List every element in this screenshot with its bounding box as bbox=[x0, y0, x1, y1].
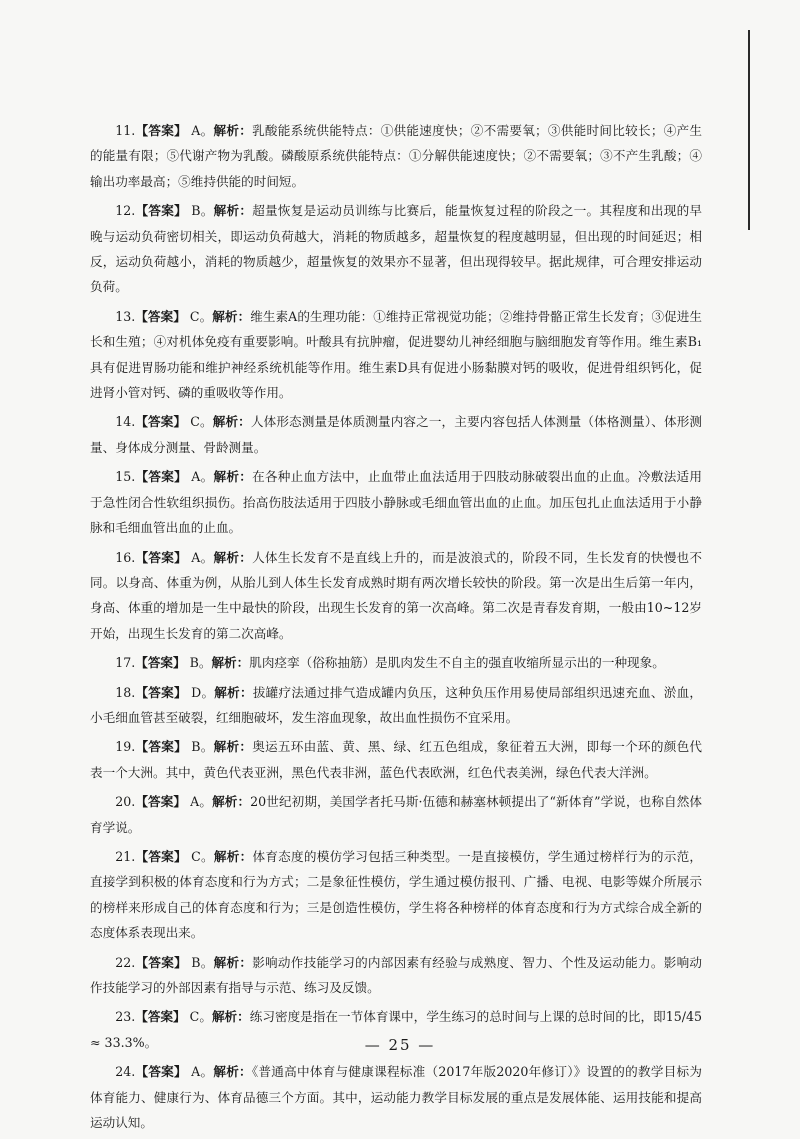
answer-item bbox=[90, 844, 702, 946]
item-number: 20. bbox=[115, 794, 136, 810]
answer-item bbox=[90, 650, 702, 675]
analysis-text: 人体生长发育不是直线上升的，而是波浪式的，阶段不同，生长发育的快慢也不同。以身高、体重为例，从胎儿到人体生长发育成熟时期有两次增长较快的阶段。第一次是出生后第一年内，身高、体重的增加是一生中最快的阶段，出现生长发育的第一次高峰。第二次是青春发育期，一般由10~12岁开始，出现生长发育的第二次高峰。 bbox=[90, 549, 703, 641]
answer-label: 【答案】 bbox=[135, 123, 187, 138]
analysis-label: 解析： bbox=[212, 414, 251, 430]
analysis-text: 练习密度是指在一节体育课中，学生练习的总时间与上课的总时间的比，即15/45 ≈ 33.3%。 bbox=[90, 1009, 703, 1050]
analysis-text: 人体形态测量是体质测量内容之一，主要内容包括人体测量（体格测量）、体形测量、身体成分测量、骨龄测量。 bbox=[90, 414, 703, 455]
answer-item bbox=[90, 1059, 702, 1135]
answer-letter: C。 bbox=[186, 848, 214, 864]
item-number: 15. bbox=[115, 469, 136, 485]
answer-label: 【答案】 bbox=[135, 739, 187, 755]
item-number: 19. bbox=[115, 739, 136, 755]
item-number: 14. bbox=[115, 414, 136, 430]
answer-item bbox=[90, 950, 702, 1001]
item-number: 11. bbox=[115, 123, 136, 138]
answer-letter: C。 bbox=[186, 414, 213, 430]
analysis-label: 解析： bbox=[212, 794, 251, 810]
page-number: — 25 — bbox=[364, 1036, 436, 1054]
analysis-text: 维生素A的生理功能：①维持正常视觉功能；②维持骨骼正常生长发育；③促进生长和生殖；④对机体免疫有重要影响。叶酸具有抗肿瘤，促进婴幼儿神经细胞与脑细胞发育等作用。维生素B₁具有促进胃肠功能和维护神经系统机能等作用。维生素D具有促进小肠黏膜对钙的吸收，促进骨组织钙化，促进肾小管对钙、磷的重吸收等作用。 bbox=[90, 308, 703, 401]
analysis-label: 解析： bbox=[213, 1064, 252, 1080]
item-number: 12. bbox=[115, 203, 136, 219]
analysis-label: 解析： bbox=[212, 308, 251, 324]
answer-label: 【答案】 bbox=[135, 684, 187, 700]
answer-label: 【答案】 bbox=[135, 954, 187, 970]
answer-letter: C。 bbox=[185, 1009, 212, 1025]
item-number: 16. bbox=[115, 549, 136, 565]
analysis-label: 解析： bbox=[211, 1009, 250, 1025]
item-number: 24. bbox=[115, 1064, 136, 1080]
item-number: 18. bbox=[115, 684, 136, 700]
answer-label: 【答案】 bbox=[135, 1064, 187, 1080]
answer-label: 【答案】 bbox=[135, 308, 186, 324]
answer-letter: B。 bbox=[186, 203, 214, 219]
item-number: 17. bbox=[115, 655, 136, 671]
answer-label: 【答案】 bbox=[135, 1009, 186, 1025]
answer-letter: C。 bbox=[185, 308, 213, 324]
answer-item bbox=[90, 464, 702, 540]
answer-item bbox=[90, 304, 702, 406]
answer-label: 【答案】 bbox=[135, 655, 186, 671]
answer-letter: A。 bbox=[186, 794, 213, 810]
analysis-text: 拔罐疗法通过排气造成罐内负压，这种负压作用易使局部组织迅速充血、淤血，小毛细血管甚至破裂，红细胞破坏，发生溶血现象，故出血性损伤不宜采用。 bbox=[90, 684, 703, 725]
analysis-label: 解析： bbox=[213, 123, 253, 138]
analysis-text: 20世纪初期，美国学者托马斯·伍德和赫塞林顿提出了“新体育”学说，也称自然体育学说。 bbox=[90, 794, 703, 835]
analysis-text: 《普通高中体育与健康课程标准（2017年版2020年修订）》设置的的教学目标为体育能力、健康行为、体育品德三个方面。其中，运动能力教学目标发展的重点是发展体能、运用技能和提高运动认知。 bbox=[90, 1064, 702, 1131]
answer-item bbox=[90, 118, 702, 194]
analysis-text: 乳酸能系统供能特点：①供能速度快；②不需要氧；③供能时间比较长；④产生的能量有限；⑤代谢产物为乳酸。磷酸原系统供能特点：①分解供能速度快；②不需要氧；③不产生乳酸；④输出功率最高；⑤维持供能的时间短。 bbox=[90, 123, 703, 189]
analysis-label: 解析： bbox=[213, 469, 253, 485]
analysis-text: 在各种止血方法中，止血带止血法适用于四肢动脉破裂出血的止血。冷敷法适用于急性闭合性软组织损伤。抬高伤肢法适用于四肢小静脉或毛细血管出血的止血。加压包扎止血法适用于小静脉和毛细血管出血的止血。 bbox=[90, 469, 703, 536]
answer-label: 【答案】 bbox=[135, 549, 187, 565]
analysis-label: 解析： bbox=[213, 203, 253, 219]
answer-label: 【答案】 bbox=[135, 414, 187, 430]
answer-item bbox=[90, 545, 702, 647]
answer-letter: A。 bbox=[186, 469, 214, 485]
analysis-label: 解析： bbox=[211, 655, 250, 671]
answer-letter: A。 bbox=[186, 549, 214, 565]
item-number: 22. bbox=[115, 954, 136, 970]
answer-item bbox=[90, 198, 702, 300]
answer-label: 【答案】 bbox=[135, 469, 187, 485]
answer-letter: B。 bbox=[186, 739, 214, 755]
answer-list bbox=[90, 118, 702, 1139]
answer-letter: B。 bbox=[185, 655, 212, 671]
answer-label: 【答案】 bbox=[135, 848, 187, 864]
analysis-label: 解析： bbox=[214, 684, 253, 700]
answer-item bbox=[90, 409, 702, 460]
scan-edge-line bbox=[748, 30, 750, 230]
analysis-text: 影响动作技能学习的内部因素有经验与成熟度、智力、个性及运动能力。影响动作技能学习的外部因素有指导与示范、练习及反馈。 bbox=[90, 954, 703, 995]
analysis-text: 奥运五环由蓝、黄、黑、绿、红五色组成，象征着五大洲，即每一个环的颜色代表一个大洲。其中，黄色代表亚洲，黑色代表非洲，蓝色代表欧洲，红色代表美洲，绿色代表大洋洲。 bbox=[90, 739, 703, 780]
answer-label: 【答案】 bbox=[135, 203, 187, 219]
answer-letter: A。 bbox=[186, 1064, 214, 1080]
answer-item bbox=[90, 734, 702, 785]
answer-letter: D。 bbox=[186, 684, 215, 700]
analysis-label: 解析： bbox=[213, 954, 253, 970]
answer-letter: B。 bbox=[186, 954, 214, 970]
analysis-label: 解析： bbox=[213, 549, 253, 565]
analysis-text: 肌肉痉挛（俗称抽筋）是肌肉发生不自主的强直收缩所显示出的一种现象。 bbox=[249, 655, 665, 671]
answer-item bbox=[90, 680, 702, 731]
analysis-label: 解析： bbox=[213, 848, 253, 864]
item-number: 13. bbox=[115, 308, 136, 324]
analysis-text: 超量恢复是运动员训练与比赛后，能量恢复过程的阶段之一。其程度和出现的早晚与运动负荷密切相关，即运动负荷越大，消耗的物质越多，超量恢复的程度越明显，但出现的时间延迟；相反，运动负荷越小，消耗的物质越少，超量恢复的效果亦不显著，但出现得较早。据此规律，可合理安排运动负荷。 bbox=[90, 203, 703, 295]
answer-item bbox=[90, 789, 702, 840]
analysis-text: 体育态度的模仿学习包括三种类型。一是直接模仿，学生通过榜样行为的示范，直接学到积极的体育态度和行为方式；二是象征性模仿，学生通过模仿报刊、广播、电视、电影等媒介所展示的榜样来形成自己的体育态度和行为；三是创造性模仿，学生将各种榜样的体育态度和行为方式综合成全新的态度体系表现出来。 bbox=[90, 848, 703, 941]
answer-letter: A。 bbox=[186, 123, 214, 138]
analysis-label: 解析： bbox=[213, 739, 253, 755]
answer-label: 【答案】 bbox=[135, 794, 187, 810]
item-number: 23. bbox=[115, 1009, 136, 1025]
item-number: 21. bbox=[115, 848, 136, 864]
